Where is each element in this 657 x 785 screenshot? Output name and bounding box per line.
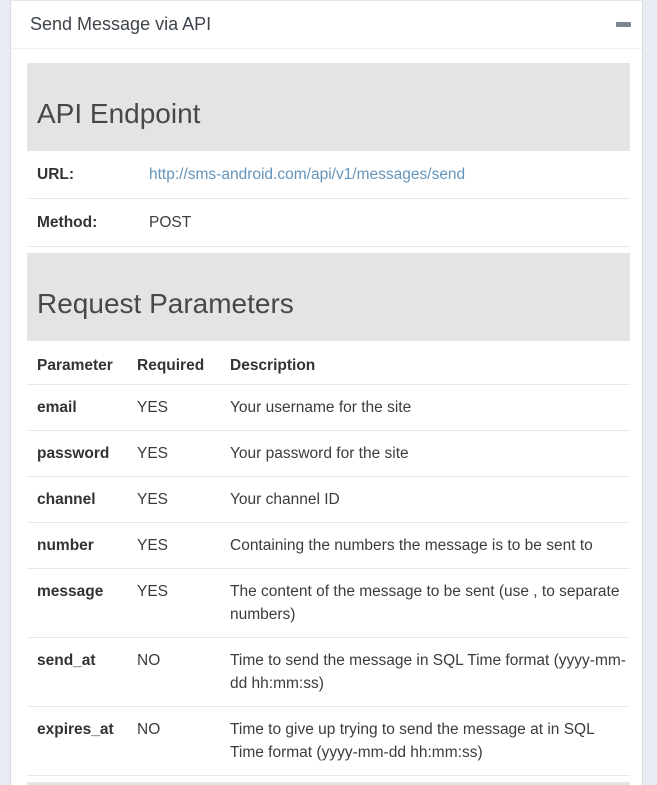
param-required: NO xyxy=(127,706,220,775)
request-parameters-heading: Request Parameters xyxy=(27,253,630,341)
collapse-button[interactable] xyxy=(614,18,633,31)
param-required: NO xyxy=(127,637,220,706)
param-required: YES xyxy=(127,568,220,637)
panel-title: Send Message via API xyxy=(30,14,212,34)
minus-icon xyxy=(616,22,631,27)
param-description: The content of the message to be sent (use , to separate numbers) xyxy=(220,568,630,637)
param-description: Time to give up trying to send the message at in SQL Time format (yyyy-mm-dd hh:mm:ss) xyxy=(220,706,630,775)
table-row-number xyxy=(27,522,630,568)
url-label: URL: xyxy=(27,151,139,199)
table-row-channel xyxy=(27,476,630,522)
api-endpoint-heading: API Endpoint xyxy=(27,63,630,151)
param-required: YES xyxy=(127,522,220,568)
next-section-heading-cutoff xyxy=(27,782,630,785)
panel-header xyxy=(11,1,642,49)
column-header-required: Required xyxy=(127,347,220,385)
url-value-cell xyxy=(139,151,630,199)
param-description: Time to send the message in SQL Time format (yyyy-mm-dd hh:mm:ss) xyxy=(220,637,630,706)
param-name: password xyxy=(27,430,127,476)
param-required: YES xyxy=(127,384,220,430)
param-name: message xyxy=(27,568,127,637)
method-label: Method: xyxy=(27,198,139,246)
param-name: send_at xyxy=(27,637,127,706)
param-name: number xyxy=(27,522,127,568)
send-message-panel xyxy=(10,0,643,785)
endpoint-url-link[interactable]: http://sms-android.com/api/v1/messages/send xyxy=(149,165,466,183)
url-row xyxy=(27,151,630,199)
panel-body xyxy=(11,49,642,785)
param-description: Your username for the site xyxy=(220,384,630,430)
param-name: channel xyxy=(27,476,127,522)
endpoint-table xyxy=(27,151,630,247)
param-name: expires_at xyxy=(27,706,127,775)
param-name: email xyxy=(27,384,127,430)
table-row-send-at xyxy=(27,637,630,706)
param-description: Your channel ID xyxy=(220,476,630,522)
column-header-description: Description xyxy=(220,347,630,385)
param-required: YES xyxy=(127,430,220,476)
param-description: Containing the numbers the message is to be sent to xyxy=(220,522,630,568)
table-row-password xyxy=(27,430,630,476)
method-row xyxy=(27,198,630,246)
parameters-table xyxy=(27,347,630,776)
table-row-expires-at xyxy=(27,706,630,775)
table-row-email xyxy=(27,384,630,430)
table-row-message xyxy=(27,568,630,637)
parameters-header-row xyxy=(27,347,630,385)
param-required: YES xyxy=(127,476,220,522)
column-header-parameter: Parameter xyxy=(27,347,127,385)
param-description: Your password for the site xyxy=(220,430,630,476)
method-value: POST xyxy=(139,198,630,246)
